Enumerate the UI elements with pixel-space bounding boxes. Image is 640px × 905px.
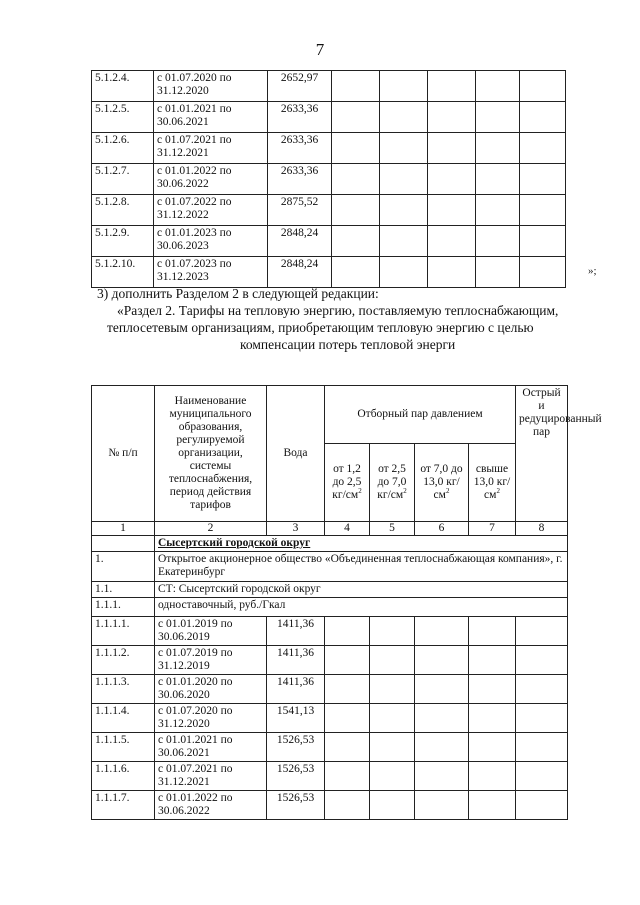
- row-value: 1526,53: [267, 733, 325, 762]
- empty-cell: [325, 646, 370, 675]
- empty-cell: [520, 133, 566, 164]
- row-code: 5.1.2.9.: [92, 226, 154, 257]
- empty-cell: [415, 733, 469, 762]
- empty-cell: [370, 675, 415, 704]
- empty-cell: [469, 704, 516, 733]
- org-code: 1.: [92, 552, 155, 582]
- row-period: с 01.01.2022 по 30.06.2022: [155, 791, 267, 820]
- row-period: с 01.01.2019 по 30.06.2019: [155, 617, 267, 646]
- row-code: 1.1.1.5.: [92, 733, 155, 762]
- empty-cell: [380, 164, 428, 195]
- empty-cell: [516, 791, 568, 820]
- table-row: [92, 257, 566, 288]
- table-row: [92, 226, 566, 257]
- empty-cell: [380, 102, 428, 133]
- table-row: [92, 704, 568, 733]
- row-value: 2875,52: [268, 195, 332, 226]
- empty-cell: [380, 226, 428, 257]
- row-value: 1411,36: [267, 617, 325, 646]
- empty-cell: [520, 195, 566, 226]
- empty-cell: [476, 257, 520, 288]
- table-row: [92, 646, 568, 675]
- empty-cell: [476, 195, 520, 226]
- empty-cell: [516, 762, 568, 791]
- empty-cell: [415, 704, 469, 733]
- empty-cell: [332, 164, 380, 195]
- empty-cell: [428, 226, 476, 257]
- row-value: 2848,24: [268, 226, 332, 257]
- closing-quote-mark: »;: [588, 265, 597, 277]
- col-number: 7: [469, 522, 516, 536]
- row-period: с 01.07.2021 по 31.12.2021: [155, 762, 267, 791]
- system-code: 1.1.: [92, 582, 155, 598]
- col-number: 2: [155, 522, 267, 536]
- row-value: 1411,36: [267, 646, 325, 675]
- empty-cell: [469, 733, 516, 762]
- empty-cell: [520, 71, 566, 102]
- empty-cell: [415, 617, 469, 646]
- row-value: 2633,36: [268, 102, 332, 133]
- empty-cell: [516, 646, 568, 675]
- table-row: [92, 762, 568, 791]
- row-period: с 01.01.2020 по 30.06.2020: [155, 675, 267, 704]
- empty-cell: [325, 617, 370, 646]
- row-value: 1526,53: [267, 791, 325, 820]
- empty-cell: [380, 257, 428, 288]
- row-code: 5.1.2.10.: [92, 257, 154, 288]
- empty-cell: [469, 675, 516, 704]
- row-code: 1.1.1.2.: [92, 646, 155, 675]
- empty-cell: [476, 226, 520, 257]
- empty-cell: [380, 71, 428, 102]
- header-num: № п/п: [92, 386, 155, 522]
- empty-cell: [469, 617, 516, 646]
- row-value: 1541,13: [267, 704, 325, 733]
- table-row: [92, 791, 568, 820]
- empty-cell: [415, 646, 469, 675]
- empty-cell: [370, 791, 415, 820]
- empty-cell: [476, 71, 520, 102]
- row-value: 2652,97: [268, 71, 332, 102]
- row-value: 2848,24: [268, 257, 332, 288]
- empty-cell: [469, 791, 516, 820]
- empty-cell: [332, 257, 380, 288]
- empty-cell: [370, 617, 415, 646]
- empty-cell: [520, 226, 566, 257]
- table-row: [92, 675, 568, 704]
- amendment-item: 3) дополнить Разделом 2 в следующей редакции:: [97, 286, 379, 301]
- tariff-table-section-2: [91, 385, 602, 820]
- empty-cell: [469, 762, 516, 791]
- row-period: с 01.07.2021 по 31.12.2021: [154, 133, 268, 164]
- header-sharp-steam: Острый и редуцированный пар: [516, 386, 568, 522]
- empty-cell: [325, 762, 370, 791]
- empty-cell: [325, 791, 370, 820]
- row-code: 1.1.1.4.: [92, 704, 155, 733]
- empty-cell: [516, 733, 568, 762]
- col-number: 5: [370, 522, 415, 536]
- empty-cell: [428, 71, 476, 102]
- row-period: с 01.07.2019 по 31.12.2019: [155, 646, 267, 675]
- row-code: 1.1.1.7.: [92, 791, 155, 820]
- empty-cell: [332, 195, 380, 226]
- row-period: с 01.01.2023 по 30.06.2023: [154, 226, 268, 257]
- row-value: 2633,36: [268, 164, 332, 195]
- empty-cell: [520, 164, 566, 195]
- row-value: 2633,36: [268, 133, 332, 164]
- empty-cell: [332, 102, 380, 133]
- empty-cell: [476, 133, 520, 164]
- section-title-line-3: компенсации потерь тепловой энерги: [240, 337, 456, 352]
- row-code: 5.1.2.5.: [92, 102, 154, 133]
- row-period: с 01.01.2022 по 30.06.2022: [154, 164, 268, 195]
- empty-cell: [476, 102, 520, 133]
- district-spacer: [92, 536, 155, 552]
- empty-cell: [370, 733, 415, 762]
- table-row: [92, 71, 566, 102]
- row-code: 1.1.1.1.: [92, 617, 155, 646]
- col-number: 6: [415, 522, 469, 536]
- rate-name: одноставочный, руб./Гкал: [155, 598, 568, 617]
- row-period: с 01.01.2021 по 30.06.2021: [155, 733, 267, 762]
- row-code: 5.1.2.4.: [92, 71, 154, 102]
- empty-cell: [516, 617, 568, 646]
- col-number: 8: [516, 522, 568, 536]
- empty-cell: [415, 791, 469, 820]
- table-row: [92, 195, 566, 226]
- system-name: СТ: Сысертский городской округ: [155, 582, 568, 598]
- col-number: 1: [92, 522, 155, 536]
- col-number: 4: [325, 522, 370, 536]
- empty-cell: [428, 133, 476, 164]
- table-row: [92, 133, 566, 164]
- empty-cell: [516, 704, 568, 733]
- row-period: с 01.07.2023 по 31.12.2023: [154, 257, 268, 288]
- header-steam: Отборный пар давлением: [325, 386, 516, 444]
- empty-cell: [370, 646, 415, 675]
- empty-cell: [516, 675, 568, 704]
- empty-cell: [476, 164, 520, 195]
- row-code: 1.1.1.6.: [92, 762, 155, 791]
- empty-cell: [325, 704, 370, 733]
- table-row: [92, 733, 568, 762]
- rate-code: 1.1.1.: [92, 598, 155, 617]
- empty-cell: [469, 646, 516, 675]
- header-name: Наименование муниципального образования, регулируемой организации, системы теплоснабжения, период действия тарифов: [155, 386, 267, 522]
- empty-cell: [380, 133, 428, 164]
- row-value: 1526,53: [267, 762, 325, 791]
- row-period: с 01.07.2020 по 31.12.2020: [155, 704, 267, 733]
- section-title-line-1: «Раздел 2. Тарифы на тепловую энергию, поставляемую теплоснабжающим,: [117, 303, 559, 318]
- section-title-line-2: теплосетевым организациям, приобретающим тепловую энергию с целью: [107, 320, 534, 335]
- header-pressure-2: от 2,5 до 7,0 $кг/см^2$: [370, 444, 415, 522]
- empty-cell: [332, 226, 380, 257]
- empty-cell: [415, 675, 469, 704]
- empty-cell: [380, 195, 428, 226]
- row-period: с 01.07.2020 по 31.12.2020: [154, 71, 268, 102]
- table-row: [92, 102, 566, 133]
- empty-cell: [520, 102, 566, 133]
- district-name: Сысертский городской округ: [155, 536, 568, 552]
- empty-cell: [415, 762, 469, 791]
- empty-cell: [325, 733, 370, 762]
- page-number: 7: [315, 40, 325, 59]
- table-row: [92, 617, 568, 646]
- tariff-table-continued: [91, 70, 566, 288]
- header-water: Вода: [267, 386, 325, 522]
- empty-cell: [370, 704, 415, 733]
- empty-cell: [332, 71, 380, 102]
- empty-cell: [428, 164, 476, 195]
- empty-cell: [428, 102, 476, 133]
- col-number: 3: [267, 522, 325, 536]
- empty-cell: [370, 762, 415, 791]
- row-code: 1.1.1.3.: [92, 675, 155, 704]
- header-pressure-4: свыше 13,0 $кг/см^2$: [469, 444, 516, 522]
- empty-cell: [332, 133, 380, 164]
- row-value: 1411,36: [267, 675, 325, 704]
- table-row: [92, 164, 566, 195]
- header-pressure-1: от 1,2 до 2,5 $кг/см^2$: [325, 444, 370, 522]
- empty-cell: [428, 257, 476, 288]
- empty-cell: [428, 195, 476, 226]
- header-pressure-3: от 7,0 до 13,0 $кг/см^2$: [415, 444, 469, 522]
- row-code: 5.1.2.6.: [92, 133, 154, 164]
- org-name: Открытое акционерное общество «Объединенная теплоснабжающая компания», г. Екатеринбург: [155, 552, 568, 582]
- empty-cell: [325, 675, 370, 704]
- row-code: 5.1.2.7.: [92, 164, 154, 195]
- empty-cell: [520, 257, 566, 288]
- row-code: 5.1.2.8.: [92, 195, 154, 226]
- row-period: с 01.01.2021 по 30.06.2021: [154, 102, 268, 133]
- row-period: с 01.07.2022 по 31.12.2022: [154, 195, 268, 226]
